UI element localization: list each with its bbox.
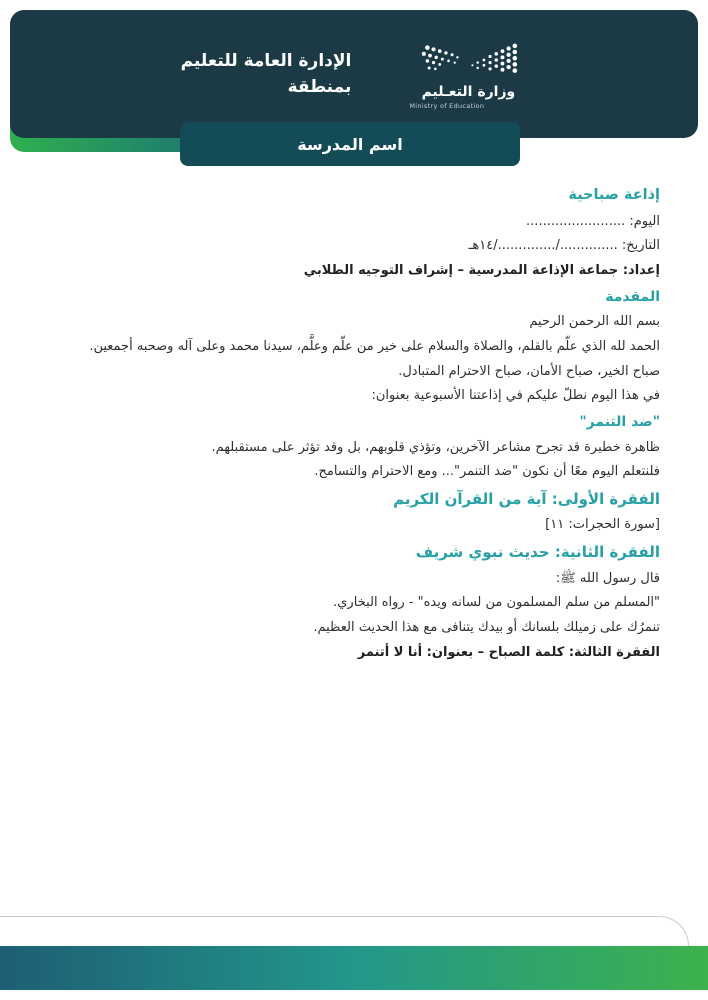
meta-prepared-line: إعداد: جماعة الإذاعة المدرسية – إشراف التوجيه الطلابي [303,262,660,278]
intro-line-hamd: الحمد لله الذي علّم بالقلم، والصلاة والسلام على خير من علّم وعلَّم، سيدنا محمد وعلى آله وصحبه أجمعين. [89,338,660,354]
ministry-logo-english-wordmark: Ministry of Education [409,101,485,110]
ministry-logo-dots-icon [415,39,521,81]
ministry-of-education-logo [409,39,527,110]
section3-line: الفقرة الثالثة: كلمة الصباح – بعنوان: أنا لا أتنمر [357,644,660,660]
hadith-intro-line: قال رسول الله ﷺ: [555,570,660,586]
topic-heading: "ضد التنمر" [579,413,660,430]
document-body [40,182,660,665]
topic-line-1: ظاهرة خطيرة قد تجرح مشاعر الآخرين، وتؤذي قلوبهم، بل وقد تؤثر على مستقبلهم. [211,439,660,455]
hadith-text-line: "المسلم من سلم المسلمون من لسانه ويده" - رواه البخاري. [333,595,660,611]
org-title-line1: الإدارة العامة للتعليم [180,50,352,71]
intro-heading: المقدمة [605,288,660,305]
quran-reference: [سورة الحجرات: ١١] [545,517,660,533]
intro-line-lead: في هذا اليوم نطلّ عليكم في إذاعتنا الأسبوعية بعنوان: [371,388,660,404]
topic-line-2: فلنتعلم اليوم معًا أن نكون "ضد التنمر"... ومع الاحترام والتسامح. [314,464,660,480]
school-name-label: اسم المدرسة [297,134,403,154]
meta-day-line: اليوم: ........................ [526,213,660,229]
doc-title: إذاعة صباحية [568,187,660,203]
intro-line-basmala: بسم الله الرحمن الرحيم [529,314,660,330]
school-name-box [180,122,520,166]
footer-divider-curve [0,916,689,947]
ministry-logo-arabic-wordmark: وزارة التعـليم [421,83,516,100]
section1-heading: الفقرة الأولى: آية من القرآن الكريم [393,489,660,508]
section2-heading: الفقرة الثانية: حديث نبوي شريف [415,543,660,562]
footer-gradient-band [0,946,708,990]
meta-date-line: التاريخ: ............../............../١٤هـ [468,238,660,254]
header-banner [10,10,698,138]
org-title [181,48,352,101]
hadith-comment-line: تنمرُك على زميلك بلسانك أو بيدك يتنافى مع هذا الحديث العظيم. [313,619,660,635]
org-title-line2: بمنطقة [287,77,352,97]
intro-line-greeting: صباح الخير، صباح الأمان، صباح الاحترام المتبادل. [398,363,660,379]
